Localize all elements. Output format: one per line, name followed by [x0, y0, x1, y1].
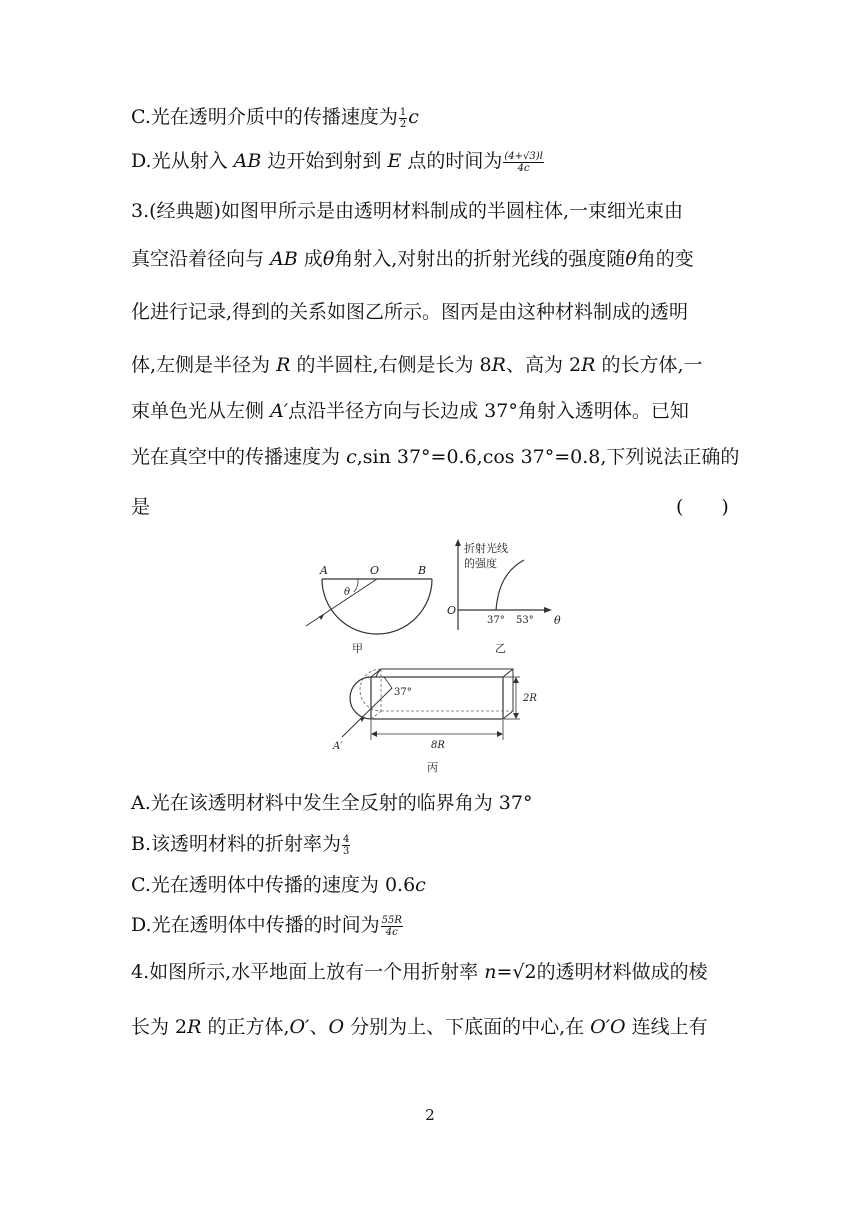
text: 成 — [303, 248, 323, 270]
incident-ray — [306, 579, 377, 626]
var-c: c — [415, 874, 426, 896]
box-edge — [503, 669, 513, 677]
var-o: O — [328, 1016, 345, 1038]
text: B.该透明材料的折射率为 — [131, 833, 342, 855]
var-c: c — [346, 446, 357, 468]
text: 角射入,对射出的折射光线的强度随 — [334, 248, 626, 270]
fraction — [399, 107, 407, 130]
text: D.光在透明体中传播的时间为 — [131, 914, 380, 936]
intensity-curve — [496, 560, 524, 610]
figure-bing — [330, 666, 550, 780]
text: 束单色光从左侧 — [131, 400, 265, 422]
var-o-prime-o: O′O — [590, 1016, 626, 1038]
option-b — [131, 831, 351, 857]
label-a-prime: A′ — [333, 741, 343, 752]
y-arrow-icon — [455, 539, 461, 546]
denominator: 2 — [399, 118, 407, 130]
text: 边开始到射到 — [267, 150, 382, 172]
text: D.光从射入 — [131, 150, 228, 172]
text: 连线上有 — [625, 1016, 708, 1038]
text: 分别为上、下底面的中心,在 — [344, 1016, 591, 1038]
fraction — [381, 915, 403, 938]
var-r: R — [276, 354, 291, 376]
text: 、 — [309, 1016, 329, 1038]
text: 光在真空中的传播速度为 — [131, 446, 341, 468]
xlabel-theta: θ — [554, 614, 561, 627]
text: C.光在透明介质中的传播速度为 — [131, 106, 398, 128]
text: 体,左侧是半径为 — [131, 354, 271, 376]
var-r: R — [581, 354, 596, 376]
arrow-icon — [319, 615, 324, 620]
var-o-prime: O′ — [289, 1016, 310, 1038]
question-3-line-1: 3.(经典题)如图甲所示是由透明材料制成的半圆柱体,一束细光束由 — [131, 200, 683, 222]
question-3-line-4 — [131, 352, 702, 378]
label-2r: 2R — [523, 693, 537, 704]
page-number: 2 — [425, 1106, 435, 1124]
question-3-line-3: 化进行记录,得到的关系如图乙所示。图丙是由这种材料制成的透明 — [131, 301, 689, 323]
half-cylinder-front — [350, 677, 371, 719]
option-c — [131, 872, 426, 898]
numerator: 55R — [381, 914, 402, 926]
text: 长为 2 — [131, 1016, 188, 1038]
text: 点沿半径方向与长边成 37°角射入透明体。已知 — [288, 400, 689, 422]
label-8r: 8R — [431, 740, 445, 751]
semicircle-arc — [322, 579, 432, 634]
var-e: E — [387, 150, 402, 172]
tick-53: 53° — [516, 615, 534, 626]
question-4-line-1 — [131, 959, 708, 985]
var-r: R — [491, 354, 506, 376]
arrow-icon — [360, 717, 365, 722]
text: 点的时间为 — [407, 150, 503, 172]
question-3-line-7: 是 — [131, 496, 151, 518]
var-n: n — [484, 961, 497, 983]
text: 的长方体,一 — [601, 354, 703, 376]
label-o: O — [370, 564, 380, 577]
label-37: 37° — [394, 687, 412, 698]
denominator: 3 — [343, 845, 350, 857]
origin-label: O — [447, 604, 457, 617]
text: 角的变 — [636, 248, 694, 270]
numerator: (4+√3)l — [504, 150, 543, 162]
label-a: A — [320, 564, 328, 577]
var-theta: θ — [625, 248, 637, 270]
incident-ray — [342, 688, 392, 737]
fraction — [342, 834, 350, 857]
question-3-line-2 — [131, 246, 694, 272]
ylabel-line1: 折射光线 — [464, 542, 508, 555]
dim-arrow-icon — [513, 677, 519, 683]
angle-arc — [354, 579, 358, 592]
text: 的正方体, — [201, 1016, 290, 1038]
label-b: B — [418, 564, 427, 577]
text: 4.如图所示,水平地面上放有一个用折射率 — [131, 961, 485, 983]
question-3-line-6 — [131, 444, 739, 470]
option-c-prev — [131, 104, 419, 130]
option-d-prev — [131, 148, 545, 174]
var-a-prime: A′ — [270, 400, 289, 422]
dim-arrow-icon — [497, 731, 503, 737]
var-ab: AB — [233, 150, 262, 172]
text: 真空沿着径向与 — [131, 248, 265, 270]
text: ,sin 37°=0.6,cos 37°=0.8,下列说法正确的 — [356, 446, 740, 468]
caption-bing: 丙 — [427, 761, 438, 774]
text: =√2的透明材料做成的棱 — [496, 961, 708, 983]
figure-jia — [296, 560, 440, 660]
option-d — [131, 912, 404, 938]
denominator: 4c — [385, 926, 398, 938]
var-c: c — [408, 106, 419, 128]
var-ab: AB — [270, 248, 298, 270]
front-rectangle — [371, 677, 503, 719]
dim-arrow-icon — [371, 731, 377, 737]
var-r: R — [187, 1016, 202, 1038]
figure-yi — [440, 536, 570, 660]
label-theta: θ — [344, 587, 351, 598]
denominator: 4c — [517, 162, 530, 174]
caption-yi: 乙 — [495, 642, 506, 655]
option-a: A.光在该透明材料中发生全反射的临界角为 37° — [131, 792, 533, 814]
question-4-line-2 — [131, 1014, 708, 1040]
text: 、高为 2 — [505, 354, 582, 376]
angle-marker — [384, 677, 392, 688]
numerator: 4 — [343, 833, 350, 845]
text: 的半圆柱,右侧是长为 8 — [296, 354, 492, 376]
tick-37: 37° — [487, 615, 505, 626]
fraction — [503, 151, 543, 174]
text: C.光在透明体中传播的速度为 0.6 — [131, 874, 416, 896]
var-theta: θ — [322, 248, 335, 270]
numerator: 1 — [399, 106, 407, 118]
caption-jia: 甲 — [352, 642, 363, 655]
hidden-edge — [371, 711, 381, 719]
x-arrow-icon — [544, 607, 552, 613]
dim-arrow-icon — [513, 713, 519, 719]
answer-blank: ( ) — [676, 496, 729, 518]
ylabel-line2: 的强度 — [464, 557, 497, 570]
question-3-line-5 — [131, 398, 689, 424]
